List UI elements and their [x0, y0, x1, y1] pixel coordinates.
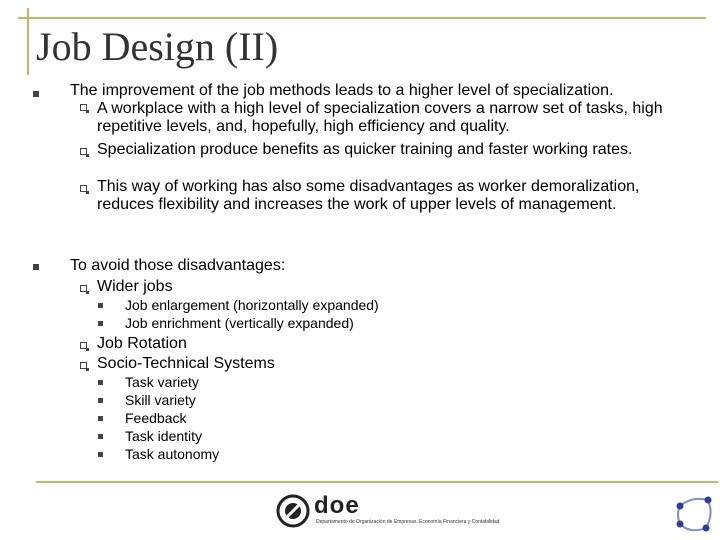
bullet-square-icon [98, 380, 103, 385]
department-logo [276, 494, 526, 528]
bullet-hollow-square-icon [80, 104, 87, 111]
point1-sub-3: This way of working has also some disadvantages as worker demoralization, reduces flexibility and increases the work of upper levels of management. [97, 178, 640, 213]
footer-rule [36, 481, 718, 483]
bullet-square-icon [33, 264, 39, 270]
socio-technical-label: Socio-Technical Systems [97, 355, 275, 372]
point1-text: The improvement of the job methods leads to a higher level of specialization. [70, 82, 614, 99]
logo-subtitle: Departamento de Organización de Empresas, Economía Financiera y Contabilidad [316, 519, 500, 525]
socio-item-5: Task autonomy [125, 446, 220, 462]
title-rule-left [27, 8, 29, 75]
bullet-square-icon [98, 398, 103, 403]
wider-item-2: Job enrichment (vertically expanded) [125, 315, 354, 331]
bullet-hollow-square-icon [80, 362, 87, 369]
bullet-square-icon [98, 416, 103, 421]
logo-text: doe [314, 492, 360, 519]
bullet-square-icon [98, 434, 103, 439]
bullet-square-icon [98, 452, 103, 457]
bullet-square-icon [98, 321, 103, 326]
bullet-square-icon [33, 91, 39, 97]
point1-sub-1: A workplace with a high level of specialization covers a narrow set of tasks, high repetitive levels, and, hopefully, high efficiency and quality. [97, 100, 663, 135]
socio-item-4: Task identity [125, 428, 203, 444]
title-rule-top [18, 17, 706, 19]
doe-emblem-icon [276, 494, 310, 528]
socio-item-1: Task variety [125, 374, 199, 390]
bullet-hollow-square-icon [80, 148, 87, 155]
bullet-square-icon [98, 303, 103, 308]
socio-item-3: Feedback [125, 410, 187, 426]
bullet-hollow-square-icon [80, 342, 87, 349]
bullet-hollow-square-icon [80, 285, 87, 292]
wider-item-1: Job enlargement (horizontally expanded) [125, 297, 379, 313]
point1-sub-2: Specialization produce benefits as quicker training and faster working rates. [97, 141, 633, 158]
wider-jobs-label: Wider jobs [97, 278, 173, 295]
point2-text: To avoid those disadvantages: [70, 257, 286, 274]
job-rotation-label: Job Rotation [97, 335, 187, 352]
bullet-hollow-square-icon [80, 185, 87, 192]
slide-title: Job Design (II) [36, 24, 279, 69]
socio-item-2: Skill variety [125, 392, 196, 408]
corner-decoration-icon [672, 492, 716, 536]
